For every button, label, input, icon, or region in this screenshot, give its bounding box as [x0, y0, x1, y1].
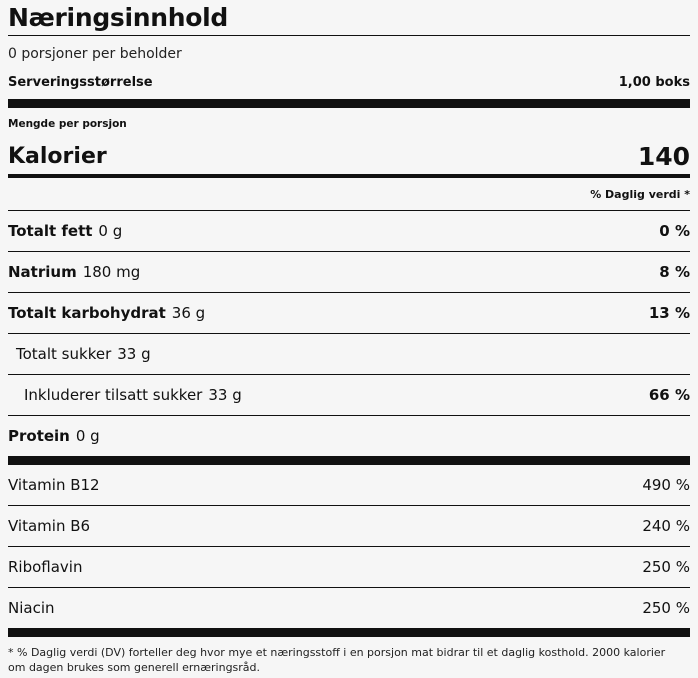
vitamin-dv: 240 % — [642, 517, 690, 535]
nutrition-title: Næringsinnhold — [8, 3, 228, 32]
divider-thick — [8, 628, 690, 637]
nutrient-amount: 0 g — [98, 222, 123, 240]
nutrient-name: Natrium — [8, 263, 77, 281]
amount-per-serving — [8, 118, 690, 130]
vitamin-dv: 250 % — [642, 599, 690, 617]
nutrient-amount: 36 g — [171, 304, 206, 322]
vitamin-dv: 490 % — [642, 476, 690, 494]
calories-value: 140 — [637, 141, 690, 171]
vitamin-row-b6 — [8, 506, 690, 546]
nutrient-name: Inkluderer tilsatt sukker — [24, 386, 203, 404]
vitamin-row-niacin — [8, 588, 690, 628]
serving-size-row — [8, 72, 690, 92]
serving-size-value: 1,00 boks — [618, 74, 690, 90]
divider-thick — [8, 99, 690, 108]
servings-per-container: 0 porsjoner per beholder — [8, 46, 182, 62]
nutrient-name: Protein — [8, 427, 70, 445]
serving-size-label: Serveringsstørrelse — [8, 74, 153, 90]
nutrient-row-added-sugars — [8, 375, 690, 415]
calories-label: Kalorier — [8, 143, 107, 169]
vitamin-row-riboflavin — [8, 547, 690, 587]
vitamin-row-b12 — [8, 465, 690, 505]
nutrient-amount: 33 g — [117, 345, 151, 363]
daily-value-header — [8, 184, 690, 204]
nutrient-row-protein — [8, 416, 690, 456]
calories-row — [8, 139, 690, 173]
nutrient-row-total-sugars — [8, 334, 690, 374]
daily-value-footnote: * % Daglig verdi (DV) forteller deg hvor mye et næringsstoff i en porsjon mat bidrar til et daglig kosthold. 2000 kalorier om dagen brukes som generell ernæringsråd. — [8, 646, 666, 674]
nutrient-row-total-carbohydrate — [8, 293, 690, 333]
nutrient-dv: 66 % — [648, 386, 690, 404]
nutrient-name: Totalt fett — [8, 222, 93, 240]
divider — [8, 35, 690, 36]
vitamin-name: Riboflavin — [8, 558, 83, 576]
divider-medium — [8, 174, 690, 178]
nutrient-dv: 8 % — [659, 263, 690, 281]
daily-value-header-label: % Daglig verdi * — [590, 187, 690, 201]
vitamin-dv: 250 % — [642, 558, 690, 576]
nutrient-row-total-fat — [8, 211, 690, 251]
vitamin-name: Niacin — [8, 599, 55, 617]
vitamin-name: Vitamin B6 — [8, 517, 91, 535]
nutrient-dv: 13 % — [648, 304, 690, 322]
divider-thick — [8, 456, 690, 465]
nutrient-dv: 0 % — [659, 222, 690, 240]
nutrient-amount: 0 g — [75, 427, 100, 445]
vitamin-name: Vitamin B12 — [8, 476, 100, 494]
nutrient-name: Totalt sukker — [16, 345, 112, 363]
nutrient-amount: 33 g — [208, 386, 242, 404]
nutrient-amount: 180 mg — [82, 263, 141, 281]
amount-per-serving-label: Mengde per porsjon — [8, 118, 127, 130]
nutrient-name: Totalt karbohydrat — [8, 304, 166, 322]
nutrient-row-sodium — [8, 252, 690, 292]
